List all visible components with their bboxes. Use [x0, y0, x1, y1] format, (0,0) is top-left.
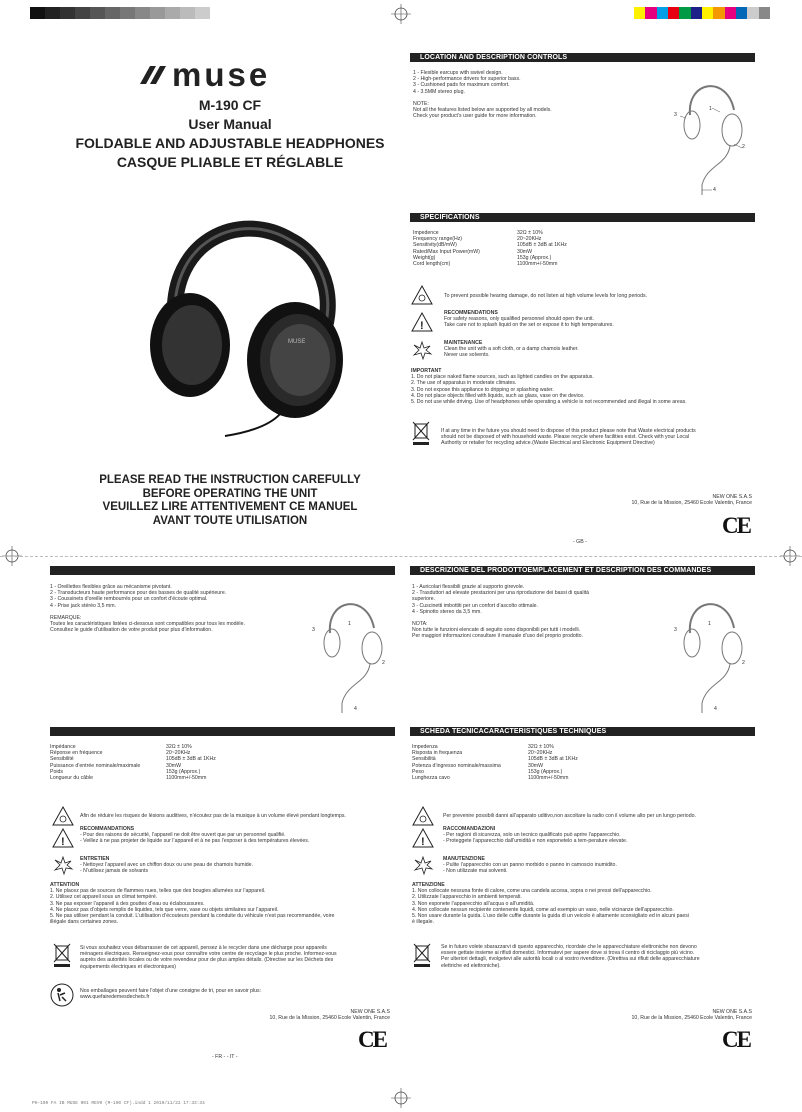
fr-feature-1: 1 - Oreillettes flexibles grâce au mécanisme pivotant.	[50, 584, 172, 590]
caution-icon	[412, 828, 434, 848]
fr-weee-1: Si vous souhaitez vous débarrasser de cet appareil, pensez à le recycler dans une décharge pour appareils	[80, 945, 327, 951]
svg-text:!: !	[421, 836, 425, 848]
manual-title: User Manual	[188, 116, 272, 132]
weee-bin-icon	[412, 940, 432, 968]
fr-maint-heading: ENTRETIEN	[80, 856, 110, 862]
fr-feature-4: 4 - Prise jack stéréo 3,5 mm.	[50, 602, 117, 609]
headphones-diagram	[312, 588, 392, 718]
spec-label: Cord length(cm)	[413, 261, 451, 268]
gb-important-5: 5. Do not use while driving. Use of headphones while operating a vehicle is not recommended and illegal in some areas.	[411, 399, 687, 406]
weee-bin-icon	[52, 940, 72, 968]
gb-rec-heading: RECOMMENDATIONS	[444, 310, 498, 316]
fr-callout-3: 3	[312, 627, 315, 633]
spec-label: Longueur du câble	[50, 775, 93, 782]
print-grayscale-bar	[30, 7, 210, 19]
it-important-3: 3. Non esponete l’apparecchio all’acqua o all’umidità.	[412, 900, 535, 907]
gb-important-4: 4. Do not place objects filled with liquids, such as glass, vase on the device.	[411, 392, 585, 399]
it-maint-heading: MANUTENZIONE	[443, 856, 485, 862]
fr-hearing-warning: Afin de réduire les risques de lésions auditives, n’écoutez pas de la musique à un volume élevé pendant longtemps.	[80, 813, 346, 819]
spec-label: Rated/Max Input Power(mW)	[413, 248, 480, 255]
spec-value: 105dB ± 3dB at 1KHz	[528, 756, 578, 763]
hearing-warning-icon	[412, 806, 434, 826]
gb-location-header: LOCATION AND DESCRIPTION CONTROLS	[410, 53, 755, 62]
read-instruction-fr-1: VEUILLEZ LIRE ATTENTIVEMENT CE MANUEL	[102, 501, 358, 513]
gb-maint-1: Clean the unit with a soft cloth, or a damp chamois leather.	[444, 346, 579, 353]
it-weee-3: Per ulteriori dettagli, rivolgetevi alle autorità locali o al vostro rivenditore. (Direttiva sui rifiuti delle apparecchiature	[441, 956, 700, 963]
ce-mark-icon: CE	[722, 1027, 750, 1052]
spec-label: Lunghezza cavo	[412, 775, 450, 782]
gb-callout-3: 3	[674, 112, 677, 118]
gb-feature-1: 1 - Flexible earcups with swivel design.	[413, 70, 503, 76]
fr-important-5b: illégale dans certaines zones.	[50, 919, 119, 926]
fr-maint-1: - Nettoyez l’appareil avec un chiffon doux ou une peau de chamois humide.	[80, 862, 253, 869]
it-feature-2b: superiore.	[412, 596, 436, 603]
it-feature-4: 4 - Spinotto stereo da 3,5 mm.	[412, 608, 482, 615]
it-feature-3: 3 - Cuscinetti imbottiti per un confort d’ascolto ottimale.	[412, 602, 538, 609]
fr-address: 10, Rue de la Mission, 25460 Ecole Valentin, France	[269, 1015, 390, 1022]
fr-triman-2: www.quefairedemesdechets.fr	[80, 994, 150, 1001]
it-weee-2: essere gettate insieme ai rifiuti domestici. Informatevi per sapere dove si trova il centro di riciclaggio più vicino.	[441, 950, 695, 957]
spec-label: Risposta in frequenza	[412, 750, 463, 757]
registration-mark-icon	[391, 4, 411, 24]
gb-company: NEW ONE S.A.S	[712, 494, 752, 500]
fr-note-heading: REMARQUE:	[50, 614, 82, 621]
triman-logo-icon	[50, 983, 74, 1007]
it-company: NEW ONE S.A.S	[712, 1009, 752, 1015]
muse-logo-mark-icon	[138, 64, 168, 86]
spec-value: 1100mm+/-50mm	[517, 261, 558, 268]
registration-mark-icon	[391, 1088, 411, 1108]
print-color-bar	[634, 7, 770, 19]
it-note-2: Per maggiori informazioni consultare il manuale d’uso del proprio prodotto.	[412, 633, 583, 640]
spec-label: Frequency range(Hz)	[413, 236, 463, 243]
gb-callout-2: 2	[742, 144, 745, 150]
it-important-5: 5. Non usare durante la guida. L’uso delle cuffie durante la guida di un veicolo è altamente sconsigliato ed in alcuni paesi	[412, 913, 690, 920]
fr-maint-2: - N’utilisez jamais de solvants	[80, 868, 149, 875]
spec-label: Puissance d’entrée nominale/maximale	[50, 762, 141, 769]
fr-rec-1: - Pour des raisons de sécurité, l’appareil ne doit être ouvert que par un personnel qualifié.	[80, 832, 286, 839]
gb-spec-header: SPECIFICATIONS	[410, 213, 755, 222]
read-instruction-fr-2: AVANT TOUTE UTILISATION	[152, 514, 308, 527]
svg-text:!: !	[61, 836, 65, 848]
spec-label: Réponse en fréquence	[50, 750, 103, 757]
fr-feature-2: 2 - Transducteurs haute performance pour des basses de qualité supérieure.	[50, 590, 227, 597]
spec-value: 153g (Approx.)	[517, 254, 552, 261]
svg-text:!: !	[420, 320, 424, 332]
gb-maint-2: Never use solvents.	[444, 352, 490, 359]
fr-important-2: 2. Utilisez cet appareil sous un climat tempéré.	[50, 894, 158, 901]
spec-value: 1100mm+/-50mm	[166, 775, 207, 782]
product-title-fr: CASQUE PLIABLE ET RÉGLABLE	[116, 154, 344, 170]
fr-location-header	[50, 566, 395, 575]
muse-logo	[138, 56, 303, 93]
it-important-5b: è illegale.	[412, 919, 434, 926]
gb-important-2: 2. The use of apparatus in moderate climates.	[411, 380, 517, 387]
it-maint-1: - Pulite l’apparecchio con un panno morbido o panno in camoscio inumidito.	[443, 862, 617, 869]
it-callout-1: 1	[708, 621, 711, 627]
spec-value: 32Ω ± 10%	[517, 230, 543, 236]
spec-value: 20~20KHz	[166, 750, 191, 757]
it-hearing-warning: Per prevenire possibili danni all’apparato uditivo,non ascoltare la radio con il volume alto per un lungo periodo.	[443, 813, 696, 819]
gb-feature-2: 2 - High-performance drivers for superior bass.	[413, 76, 521, 83]
product-title-en: FOLDABLE AND ADJUSTABLE HEADPHONES	[75, 135, 385, 151]
it-spec-header: SCHEDA TECNICACARACTERISTIQUES TECHNIQUES	[410, 727, 755, 736]
fr-callout-1: 1	[348, 621, 351, 627]
spec-value: 30mW	[166, 762, 181, 769]
maintenance-icon	[52, 855, 74, 875]
fr-callout-4: 4	[354, 706, 357, 712]
gb-hearing-warning: To prevent possible hearing damage, do not listen at high volume levels for long periods.	[444, 293, 648, 299]
fr-weee-2: ménagers électriques. Renseignez-vous pour connaître votre centre de recyclage le plus proche. Informez-vous	[80, 951, 337, 958]
spec-value: 32Ω ± 10%	[528, 744, 554, 750]
it-rec-1: - Per ragioni di sicurezza, solo un tecnico qualificato può aprire l’apparecchio.	[443, 832, 621, 839]
gb-callout-1: 1	[709, 106, 712, 112]
it-weee-1: Se in futuro volete sbarazzarvi di questo apparecchio, ricordate che le apparecchiature elettroniche non devono	[441, 944, 697, 950]
spec-value: 30mW	[517, 248, 532, 255]
fr-triman-1: Nos emballages peuvent faire l’objet d’une consigne de tri, pour en savoir plus:	[80, 988, 262, 994]
gb-note-1: Not all the features listed below are supported by all models.	[413, 107, 552, 114]
fr-weee-3: auprès des autorités locales ou de votre revendeur pour de plus amples détails. (Directive sur les Déchets des	[80, 957, 334, 964]
gb-rec-1: For safety reasons, only qualified personnel should open the unit.	[444, 316, 594, 323]
fr-note-2: Consultez le guide d’utilisation de votre produit pour plus d’information.	[50, 627, 213, 634]
fr-important-1: 1. Ne placez pas de sources de flammes nues, telles que des bougies allumées sur l’appareil.	[50, 888, 266, 895]
gb-feature-3: 3 - Cushioned pads for maximum comfort.	[413, 82, 510, 89]
spec-label: Impedence	[413, 230, 439, 236]
spec-value: 1100mm+/-50mm	[528, 775, 569, 782]
fr-note-1: Toutes les caractéristiques listées ci-dessous sont compatibles pour tous les modèle.	[50, 621, 245, 628]
fr-rec-2: - Veillez à ne pas projeter de liquide sur l’appareil et à ne pas l’exposer à des températures élevées.	[80, 838, 310, 845]
it-note-1: Non tutte le funzioni elencate di seguito sono disponibili per tutti i modelli.	[412, 627, 581, 634]
it-location-header: DESCRIZIONE DEL PRODOTTOEMPLACEMENT ET DESCRIPTION DES COMMANDES	[410, 566, 755, 575]
fr-important-3: 3. Ne pas exposer l’appareil à des gouttes d’eau ou éclaboussures.	[50, 900, 205, 907]
spec-value: 153g (Approx.)	[166, 768, 201, 775]
it-important-2: 2. Utilizzate l’apparecchio in ambienti temperati.	[412, 894, 522, 901]
gb-weee-2: should not be disposed of with household waste. Please recycle where facilities exist. Check with your Local	[441, 434, 689, 441]
fr-callout-2: 2	[382, 660, 385, 666]
gb-note-2: Check your product’s user guide for more information.	[413, 113, 537, 120]
fr-rec-heading: RECOMMANDATIONS	[80, 826, 135, 832]
spec-value: 153g (Approx.)	[528, 768, 563, 775]
spec-label: Poids	[50, 768, 63, 775]
caution-icon	[411, 312, 433, 332]
gb-feature-4: 4 - 3.5MM stereo plug.	[413, 88, 465, 95]
gb-address: 10, Rue de la Mission, 25460 Ecole Valentin, France	[631, 500, 752, 507]
headphones-diagram	[672, 70, 752, 200]
it-callout-3: 3	[674, 627, 677, 633]
it-feature-1: 1 - Auricolari flessibili grazie al supporto girevole.	[412, 584, 525, 590]
it-callout-4: 4	[714, 706, 717, 712]
it-maint-2: - Non utilizzate mai solventi.	[443, 868, 508, 875]
hearing-warning-icon	[411, 285, 433, 305]
spec-value: 105dB ± 3dB at 1KHz	[166, 756, 216, 763]
spec-value: 105dB ± 3dB at 1KHz	[517, 242, 567, 249]
model-name: M-190 CF	[198, 97, 262, 113]
spec-value: 30mW	[528, 762, 543, 769]
it-important-1: 1. Non collocate nessuna fonte di calore, come una candela accesa, sopra o nei pressi dell’apparecchio.	[412, 888, 652, 895]
it-feature-2: 2 - Trasduttori ad elevate prestazioni per una riproduzione dei bassi di qualità	[412, 590, 590, 597]
fr-spec-table	[50, 744, 350, 781]
gb-important-1: 1. Do not place naked flame sources, such as lighted candles on the apparatus.	[411, 374, 594, 381]
it-important-4: 4. Non collocate nessun recipiente contenente liquidi, come ad esempio un vaso, nelle vicinanze dell’apparecchio.	[412, 906, 674, 913]
gb-rec-2: Take care not to splash liquid on the set or expose it to high temperatures.	[444, 322, 614, 329]
spec-value: 20~20KHz	[528, 750, 553, 757]
spec-label: Sensibilité	[50, 756, 74, 763]
fr-important-5: 5. Ne pas utiliser pendant la conduit. L’utilisation d’écouteurs pendant la conduite du véhicule n’est pas recommandée, voire	[50, 913, 335, 920]
fr-weee-4: équipements électriques et électroniques)	[80, 963, 177, 970]
fr-it-page-number: - FR - - IT -	[212, 1054, 238, 1060]
gb-maint-heading: MAINTENANCE	[444, 340, 483, 346]
spec-value: 20~20KHz	[517, 236, 542, 243]
gb-important-heading: IMPORTANT	[411, 368, 442, 374]
maintenance-icon	[411, 340, 433, 360]
fr-company: NEW ONE S.A.S	[350, 1009, 390, 1015]
weee-bin-icon	[411, 418, 431, 446]
maintenance-icon	[412, 855, 434, 875]
headphones-photo	[130, 200, 360, 440]
gb-important-3: 3. Do not expose this appliance to dripping or splashing water.	[411, 386, 554, 393]
it-note-heading: NOTA:	[412, 621, 428, 628]
headphones-diagram	[672, 588, 752, 718]
spec-label: Potenza d’ingresso nominale/massima	[412, 762, 501, 769]
ce-mark-icon: CE	[358, 1027, 386, 1052]
fr-feature-3: 3 - Coussinets d’oreille rembourrés pour un confort d’écoute optimal.	[50, 596, 208, 603]
it-callout-2: 2	[742, 660, 745, 666]
ce-mark-icon: CE	[722, 513, 750, 538]
gb-note-heading: NOTE:	[413, 100, 429, 107]
read-instruction-en-2: BEFORE OPERATING THE UNIT	[142, 487, 318, 500]
fr-important-heading: ATTENTION	[50, 882, 80, 888]
caution-icon	[52, 828, 74, 848]
spec-label: Impedenza	[412, 744, 438, 750]
read-instruction-en-1: PLEASE READ THE INSTRUCTION CAREFULLY	[99, 474, 361, 486]
it-weee-4: elettriche ed elettroniche).	[441, 962, 501, 969]
print-slug: PH-190 FA IB MUSE 001 REV0 (M-190 CF).indd 1 2019/11/22 17:33:34	[32, 1101, 205, 1106]
gb-weee-1: If at any time in the future you should need to dispose of this product please note that Waste electrical products	[441, 428, 696, 434]
it-rec-heading: RACCOMANDAZIONI	[443, 826, 496, 832]
center-fold-line	[0, 556, 802, 557]
spec-value: 32Ω ± 10%	[166, 744, 192, 750]
spec-label: Impédance	[50, 744, 76, 750]
fr-spec-header	[50, 727, 395, 736]
fr-important-4: 4. Ne placez pas d’objets remplis de liquides, tels que verre, vase ou objets similaires sur l’appareil.	[50, 906, 279, 913]
it-address: 10, Rue de la Mission, 25460 Ecole Valentin, France	[631, 1015, 752, 1022]
brand-name: muse	[172, 56, 271, 93]
gb-spec-table	[413, 230, 713, 267]
it-important-heading: ATTENZIONE	[412, 882, 445, 888]
it-rec-2: - Proteggete l’apparecchio dall’umidità e non esponetelo a tem-perature elevate.	[443, 838, 628, 845]
svg-text:MUSE: MUSE	[288, 339, 306, 345]
gb-callout-4: 4	[713, 187, 716, 193]
gb-page-number: - GB -	[573, 539, 587, 545]
it-spec-table	[412, 744, 712, 781]
spec-label: Sensibilità	[412, 756, 436, 763]
hearing-warning-icon	[52, 806, 74, 826]
spec-label: Peso	[412, 768, 424, 775]
spec-label: Weight(g)	[413, 254, 436, 261]
spec-label: Sensitivity(dB/mW)	[413, 242, 457, 249]
gb-weee-3: Authority or retailer for recycling advice.(Waste Electrical and Electronic Equipment Directive)	[441, 440, 655, 447]
